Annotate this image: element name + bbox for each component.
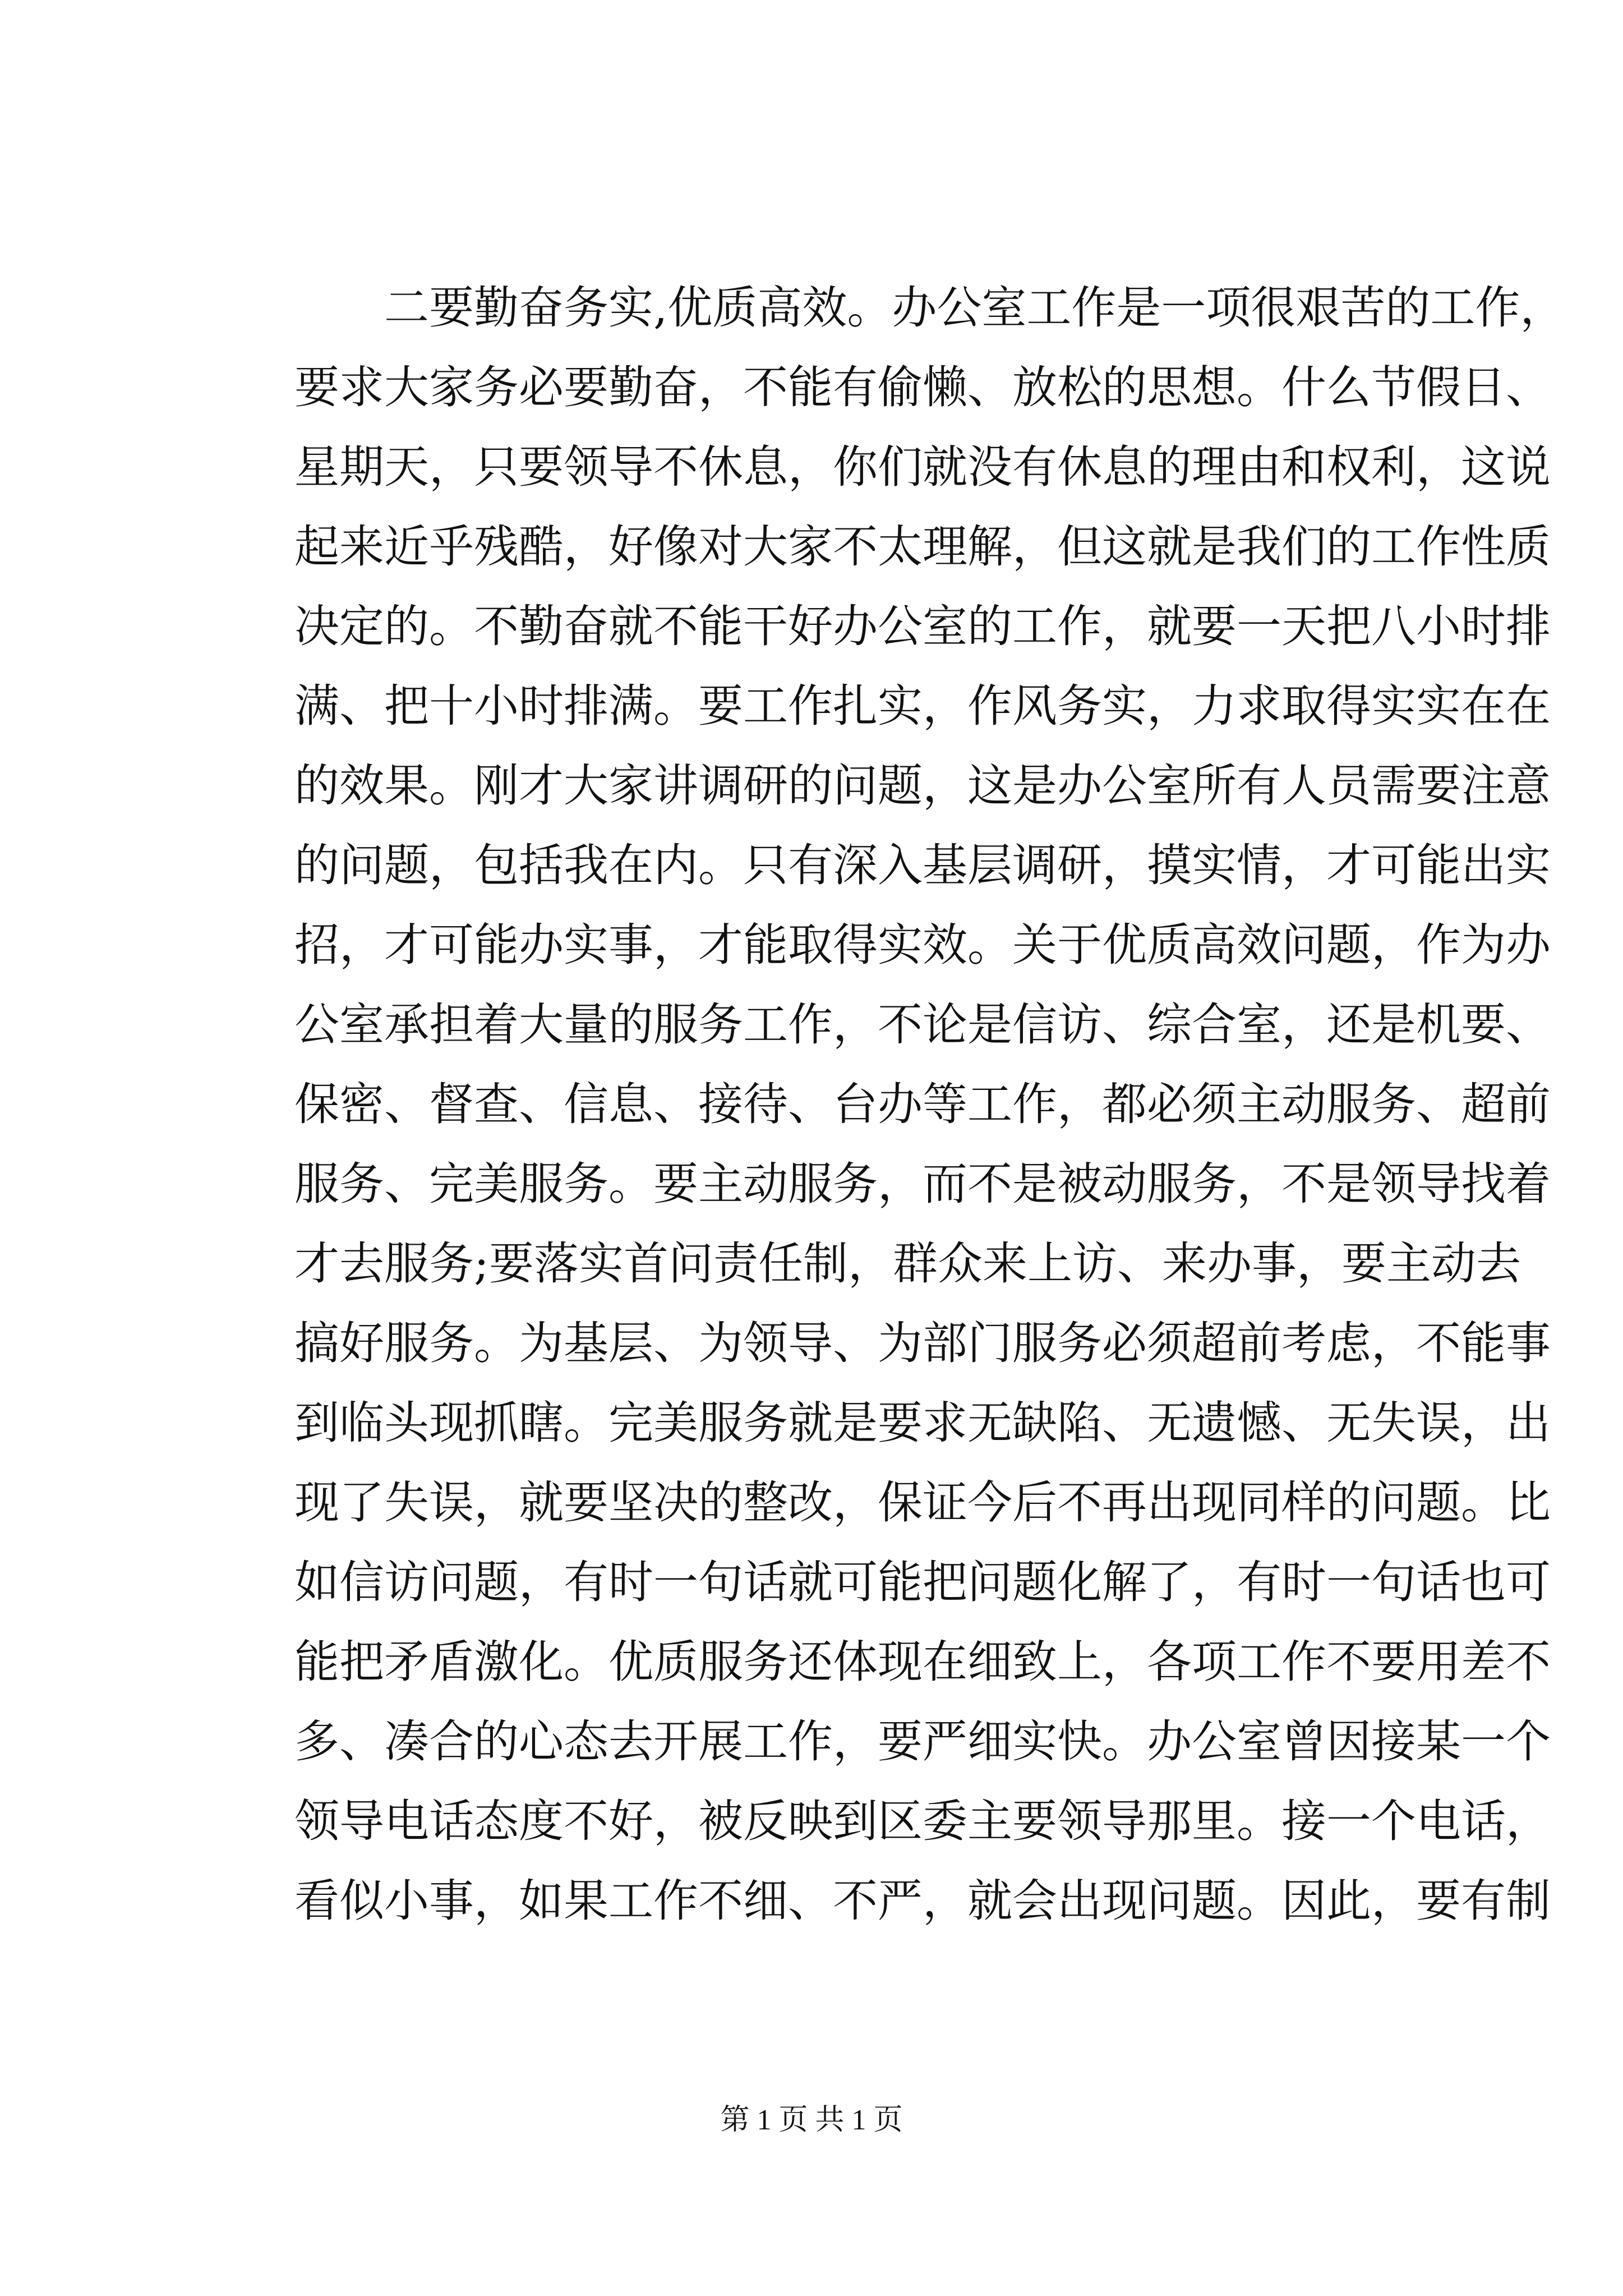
text-line: 能把矛盾激化。优质服务还体现在细致上，各项工作不要用差不 <box>294 1636 1551 1688</box>
text-line: 现了失误，就要坚决的整改，保证今后不再出现同样的问题。比 <box>294 1476 1551 1529</box>
page-footer: 第 1 页 共 1 页 <box>720 2104 903 2136</box>
body-paragraph <box>294 268 1565 1941</box>
text-line: 领导电话态度不好，被反映到区委主要领导那里。接一个电话， <box>294 1795 1551 1847</box>
text-line: 二要勤奋务实,优质高效。办公室工作是一项很艰苦的工作， <box>294 282 1565 334</box>
text-line: 如信访问题，有时一句话就可能把问题化解了，有时一句话也可 <box>294 1556 1551 1608</box>
text-line: 的效果。刚才大家讲调研的问题，这是办公室所有人员需要注意 <box>294 760 1551 812</box>
text-line: 才去服务;要落实首问责任制，群众来上访、来办事，要主动去 <box>294 1237 1521 1290</box>
text-line: 保密、督查、信息、接待、台办等工作，都必须主动服务、超前 <box>294 1078 1551 1130</box>
text-line: 公室承担着大量的服务工作，不论是信访、综合室，还是机要、 <box>294 999 1551 1051</box>
text-line: 搞好服务。为基层、为领导、为部门服务必须超前考虑，不能事 <box>294 1317 1551 1369</box>
text-line: 决定的。不勤奋就不能干好办公室的工作，就要一天把八小时排 <box>294 600 1551 652</box>
text-line: 的问题，包括我在内。只有深入基层调研，摸实情，才可能出实 <box>294 839 1551 891</box>
text-line: 招，才可能办实事，才能取得实效。关于优质高效问题，作为办 <box>294 919 1551 971</box>
text-line: 要求大家务必要勤奋，不能有偷懒、放松的思想。什么节假日、 <box>294 361 1551 413</box>
text-line: 服务、完美服务。要主动服务，而不是被动服务，不是领导找着 <box>294 1158 1551 1210</box>
text-line: 多、凑合的心态去开展工作，要严细实快。办公室曾因接某一个 <box>294 1715 1551 1768</box>
text-line: 满、把十小时排满。要工作扎实，作风务实，力求取得实实在在 <box>294 680 1551 732</box>
text-line: 起来近乎残酷，好像对大家不太理解，但这就是我们的工作性质 <box>294 521 1551 573</box>
text-line: 到临头现抓瞎。完美服务就是要求无缺陷、无遗憾、无失误，出 <box>294 1397 1551 1449</box>
text-line: 星期天，只要领导不休息，你们就没有休息的理由和权利，这说 <box>294 441 1551 493</box>
text-line: 看似小事，如果工作不细、不严，就会出现问题。因此，要有制 <box>294 1875 1551 1927</box>
